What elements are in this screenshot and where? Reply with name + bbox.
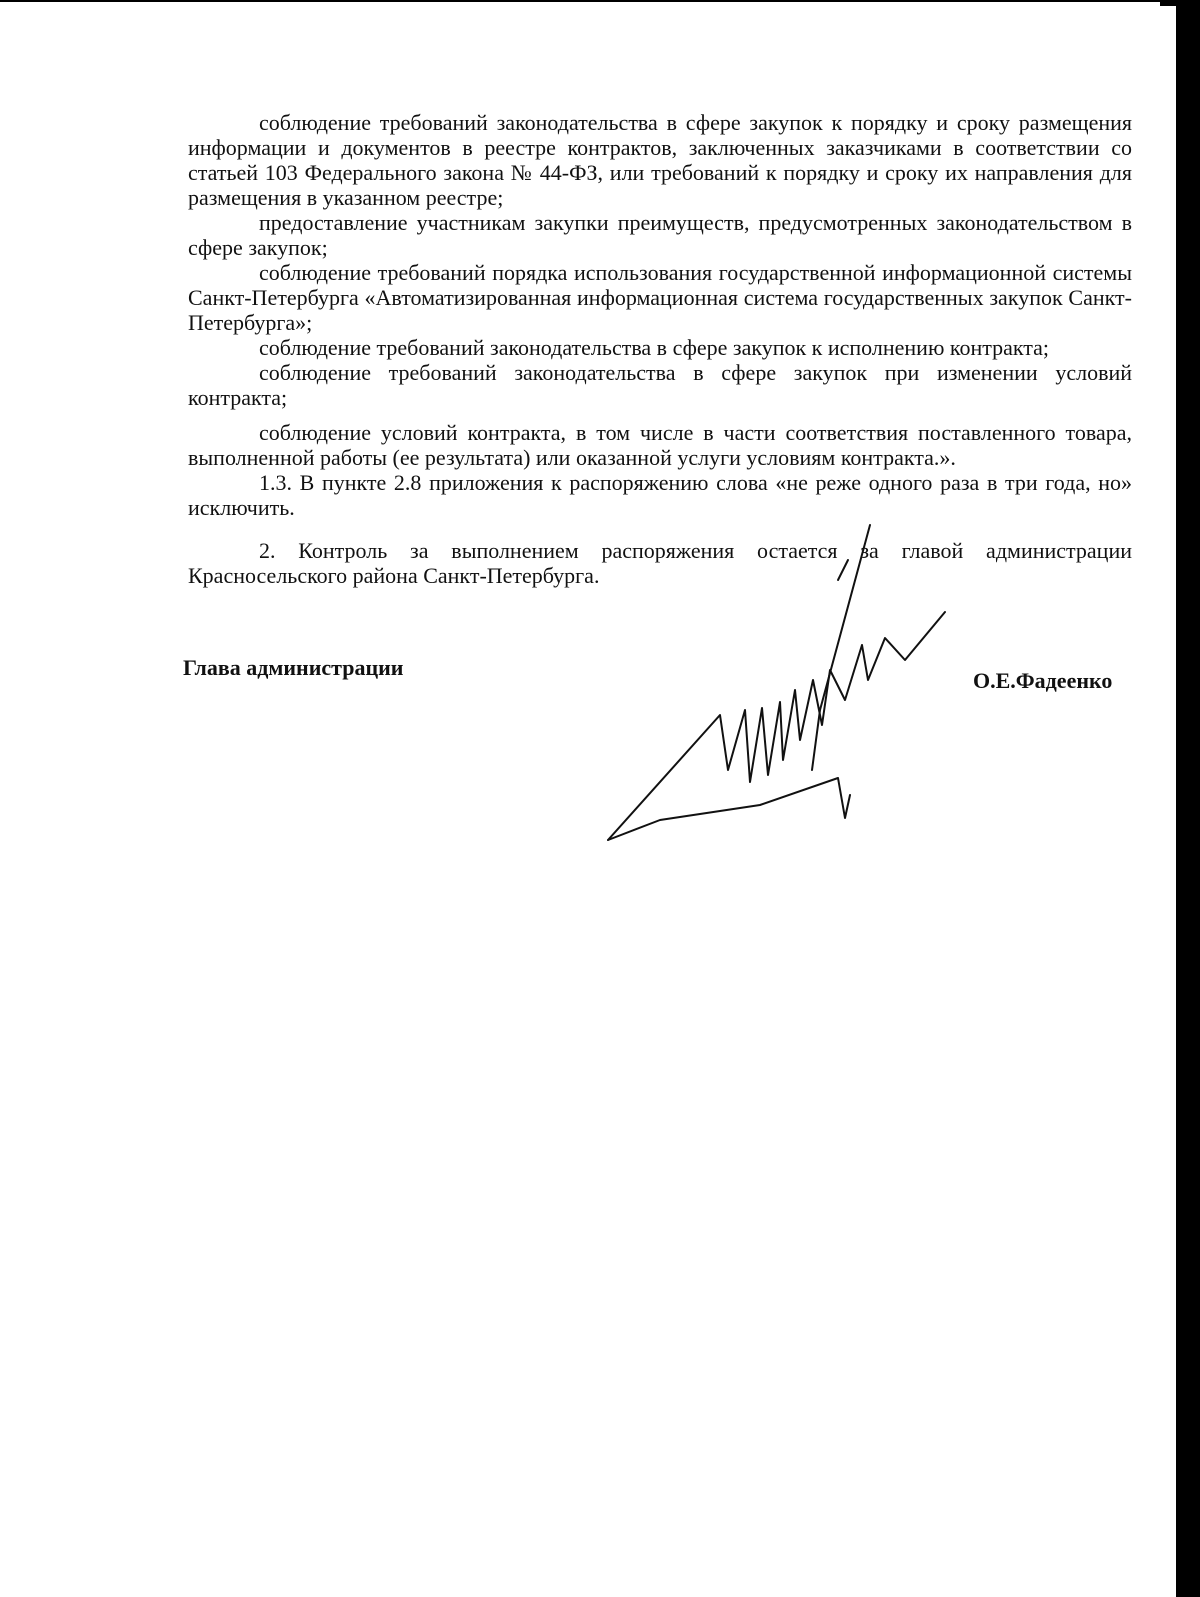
scan-edge-corner	[1160, 0, 1200, 6]
paragraph-participant-advantages: предоставление участникам закупки преимуществ, предусмотренных законодательством в сфере закупок;	[188, 210, 1132, 260]
scan-edge-right	[1176, 0, 1200, 1597]
paragraph-contract-change: соблюдение требований законодательства в сфере закупок при изменении условий контракта;	[188, 360, 1132, 410]
signatory-title: Глава администрации	[183, 655, 404, 680]
handwritten-signature	[600, 520, 970, 860]
signatory-name: О.Е.Фадеенко	[973, 668, 1113, 693]
paragraph-item-2: 2. Контроль за выполнением распоряжения остается за главой администрации Красносельского района Санкт-Петербурга.	[188, 538, 1132, 588]
paragraph-item-1-3: 1.3. В пункте 2.8 приложения к распоряжению слова «не реже одного раза в три года, но» исключить.	[188, 470, 1132, 520]
paragraph-information-system: соблюдение требований порядка использования государственной информационной системы Санкт-Петербурга «Автоматизированная информационная система государственных закупок Санкт-Петербурга»;	[188, 260, 1132, 335]
paragraph-publication-registry: соблюдение требований законодательства в сфере закупок к порядку и сроку размещения информации и документов в реестре контрактов, заключенных заказчиками в соответствии со статьей 103 Федерального закона № 44-ФЗ, или требований к порядку и сроку их направления для размещения в указанном реестре;	[188, 110, 1132, 210]
scan-edge-top	[0, 0, 1200, 2]
document-body	[188, 110, 1132, 588]
paragraph-contract-execution: соблюдение требований законодательства в сфере закупок к исполнению контракта;	[259, 335, 1050, 360]
paragraph-contract-conditions: соблюдение условий контракта, в том числе в части соответствия поставленного товара, выполненной работы (ее результата) или оказанной услуги условиям контракта.».	[188, 420, 1132, 470]
